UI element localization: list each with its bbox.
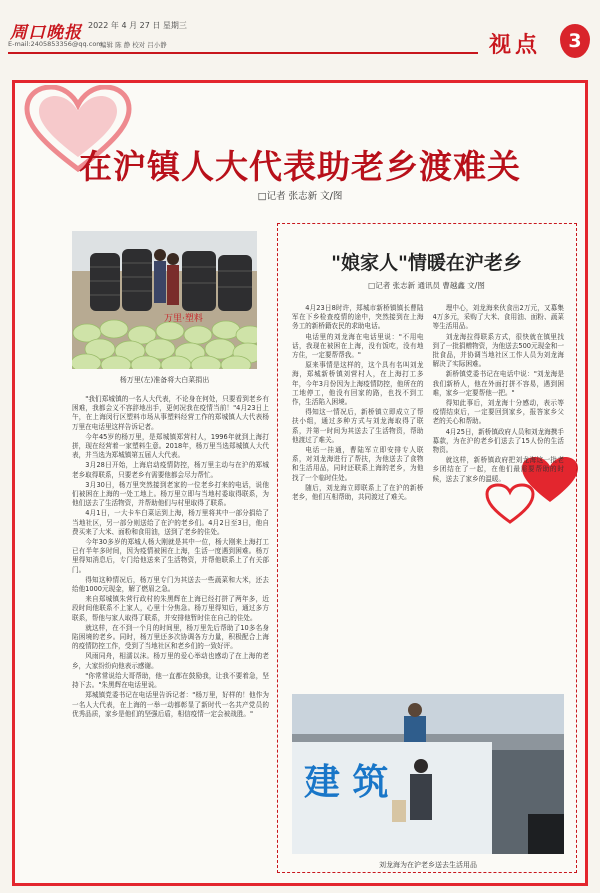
sub-article-box: [277, 223, 577, 873]
paragraph: 4月1日，一大卡车白菜运到上海，杨万里将其中一部分捐给了当地社区，另一部分则送给了在沪的老乡们。4月2日至3日，他自费买来了大米、面粉和食用油，送到了老乡的住处。: [72, 509, 269, 536]
photo-caption: 杨万里(左)准备将大白菜捐出: [119, 376, 210, 384]
section-name: 视点: [489, 32, 542, 58]
paragraph: 得知此事后，刘龙海十分感动，表示等疫情结束后，一定要回到家乡，报答家乡父老的关心和帮助。: [432, 399, 564, 426]
photo-sign-text: 建 筑: [304, 762, 389, 803]
article-frame: [12, 80, 588, 886]
page-header: [0, 0, 600, 70]
paragraph: "我们郑城镇的一名人大代表，不论身在何处，只要看到老乡有困难，我都会义不容辞地出手，更何况我在疫情当前！"4月23日上午，在上海闵行区塑料市场从事塑料经营工作的郑城镇人大代表杨万里在电话里这样告诉记者。: [72, 395, 269, 431]
supplies-delivery-photo: [292, 694, 564, 854]
issue-date: 2022 年 4 月 27 日 星期三: [88, 21, 187, 30]
text-column: [433, 304, 565, 634]
sub-article-body: [292, 304, 564, 634]
editor-line: 编辑 陈 静 校对 吕小静: [100, 41, 167, 49]
sub-article-byline: □记者 张志新 通讯员 曹越鑫 文/图: [368, 281, 485, 290]
paragraph: 来自郑城镇朱营行政村的朱黑辉在上海已经打拼了两年多，近段时间他联系不上家人，心里十分焦急。杨万里得知后，通过多方联系，帮他与家人取得了联系，并安排他暂时住在自己的住处。: [72, 595, 269, 622]
photo-sign-text: 万里·塑料: [164, 314, 203, 324]
paragraph: 3月30日，杨万里突然接到老家的一位老乡打来的电话，说他们被困在上海的一处工地上。杨万里立即与当地村委取得联系，为他们送去了生活物资，并帮助他们与村里取得了联系。: [72, 480, 269, 508]
paragraph: "你常常说给大哥帮助，他一直都在鼓励我，让我不要着急，坚持下去。"朱黑辉在电话里说。: [72, 671, 269, 690]
masthead-logo: 周口晚报: [10, 23, 82, 43]
header-rule: [8, 52, 478, 54]
main-article-body: [72, 395, 269, 863]
page-number-badge: 3: [560, 24, 590, 58]
paragraph: 就这样，新桥镇政府把刘龙海这一批老乡团结在了一起，在他们最需要帮助的时候，送去了家乡的温暖。: [432, 456, 564, 483]
paragraph: 原来事情是这样的，这个具有名叫刘龙海，郑城新桥镇刘营村人，在上海打工多年，今年3月份因为上海疫情防控，他所在的工地停工，他没有回家的路，也找不到工作，生活陷入困境。: [292, 361, 424, 407]
paragraph: 风雨同舟，相濡以沫。杨万里的爱心举动也感动了在上海的老乡，大家纷纷向他表示感谢。: [72, 652, 269, 670]
main-byline: □记者 张志新 文/图: [257, 191, 343, 202]
sub-article-title: "娘家人"情暖在沪老乡: [331, 252, 522, 274]
paragraph: 得知这种情况后，杨万里专门为其送去一些蔬菜和大米，还去给他1000元现金，解了燃眉之急。: [72, 575, 269, 594]
paragraph: 刘龙海拉得联系方式，很快就在镇里找到了一批捐赠物资，为他送去500元现金和一批食品，并协调当地社区工作人员为刘龙海解决了实际困难。: [432, 332, 564, 369]
paragraph: 理中心，刘龙海来伙食出2万元，又募集4万多元，采购了大米、食用油、面粉、蔬菜等生活用品。: [432, 304, 564, 331]
paragraph: 郑城镇党委书记在电话里告诉记者："杨万里，好样的！他作为一名人大代表，在上海的一举一动都彰显了新时代一名共产党员的优秀品质，家乡是他们的坚强后盾，相信疫情一定会被战胜。": [72, 691, 269, 718]
paragraph: 新桥镇党委书记在电话中说："刘龙海是我们新桥人，他在外面打拼不容易，遇到困难，家乡一定要帮他一把。": [432, 370, 564, 397]
main-headline: 在沪镇人大代表助老乡渡难关: [79, 147, 521, 186]
paragraph: 3月28日开始，上海启动疫情防控，杨万里主动与在沪的郑城老乡取得联系，只要老乡有需要他都会尽力帮忙。: [72, 461, 269, 479]
photo-caption: 刘龙海为在沪老乡送去生活用品: [379, 861, 477, 869]
contact-email: E-mail:2405853356@qq.com: [8, 40, 103, 48]
paragraph: 电话里的刘龙海在电话里说："不用电话，我现在被困在上海，没有饭吃，没有地方住，一定要帮帮我。": [292, 332, 424, 360]
paragraph: 今年30多岁的郑城人杨大刚就是其中一位，杨大刚来上海打工已有半年多时间，因为疫情被困在上海，生活一度遇到困难。杨万里得知消息后，专门给他送来了生活物资，并帮他联系上了有关部门。: [72, 538, 269, 574]
paragraph: 随后，刘龙海立即联系上了在沪的新桥老乡，他们互相帮助，共同渡过了难关。: [292, 483, 424, 502]
paragraph: 电话一挂通，曹陆军立即安排专人联系，对刘龙海进行了帮扶，为他送去了食物和生活用品，同时还联系上海的老乡，为他找了一个临时住处。: [292, 446, 424, 482]
cabbage-donation-photo: [72, 231, 257, 369]
text-column: [292, 304, 424, 634]
paragraph: 得知这一情况后，新桥镇立即成立了帮扶小组，通过多种方式与刘龙海取得了联系，并第一时间为其送去了生活物资，帮助他渡过了难关。: [292, 408, 424, 444]
paragraph: 今年45岁的杨万里，是郑城镇郑营村人，1996年就到上海打拼，现在经营着一家塑料生意。2018年，杨万里当选郑城镇人大代表，并当选为郑城镇第五届人大代表。: [72, 432, 269, 460]
paragraph: 4月23日8时许，郑城市新桥镇镇长曹陆军在下乡检查疫情的途中，突然接到在上海务工的新桥籍农民的求助电话。: [292, 304, 424, 331]
paragraph: 4月25日，新桥镇政府人员和刘龙海携手募款，为在沪的老乡们送去了15人份的生活物资。: [432, 427, 564, 455]
paragraph: 就这样，在不到一个月的时间里，杨万里先后帮助了10多名身陷困境的老乡。同时，杨万里还多次协调各方力量，积极配合上海的疫情防控工作，受到了当地社区和老乡们的一致好评。: [72, 623, 269, 651]
